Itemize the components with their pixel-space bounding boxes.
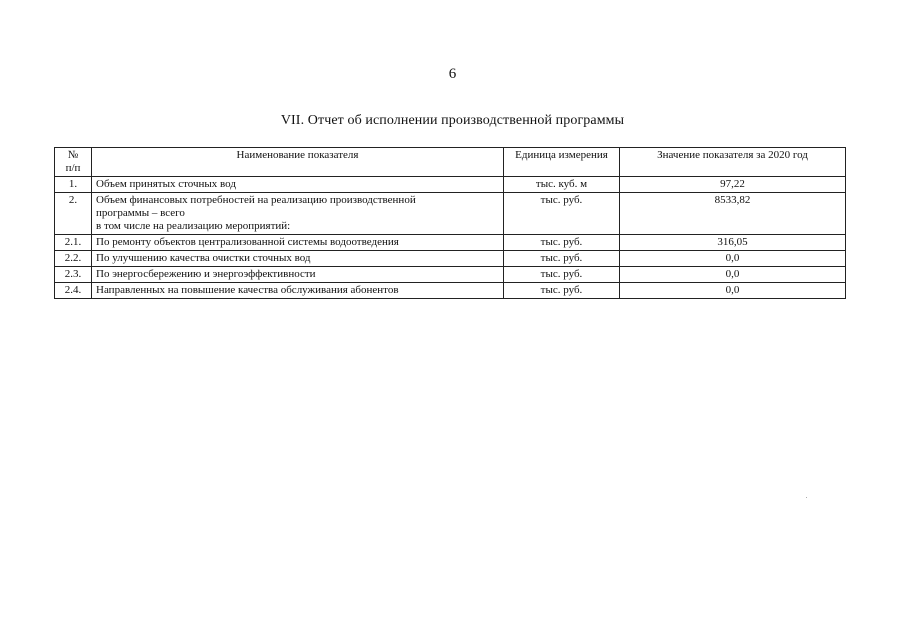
- row-number: 1.: [55, 177, 92, 193]
- row-number: 2.: [55, 193, 92, 235]
- scan-artifact-dot: [806, 497, 807, 498]
- table-row: [55, 267, 846, 283]
- header-indicator-name: Наименование показателя: [92, 148, 504, 177]
- row-value: 97,22: [620, 177, 846, 193]
- production-program-report-table: [54, 147, 846, 299]
- row-number: 2.2.: [55, 251, 92, 267]
- table-header-row: [55, 148, 846, 177]
- row-unit: тыс. руб.: [504, 267, 620, 283]
- row-unit: тыс. руб.: [504, 283, 620, 299]
- header-number-line-1: №: [67, 149, 79, 161]
- table-row: [55, 251, 846, 267]
- row-indicator-name: По энергосбережению и энергоэффективности: [92, 267, 504, 283]
- row-value: 316,05: [620, 235, 846, 251]
- row-indicator-name: По ремонту объектов централизованной системы водоотведения: [92, 235, 504, 251]
- header-value: Значение показателя за 2020 год: [620, 148, 846, 177]
- table-row: [55, 235, 846, 251]
- row-unit: тыс. куб. м: [504, 177, 620, 193]
- row-unit: тыс. руб.: [504, 235, 620, 251]
- row-indicator-name: [92, 193, 504, 235]
- row-indicator-name: Направленных на повышение качества обслуживания абонентов: [92, 283, 504, 299]
- section-title: VII. Отчет об исполнении производственной программы: [280, 113, 625, 128]
- row-number: 2.1.: [55, 235, 92, 251]
- header-number-line-2: п/п: [65, 162, 81, 174]
- row-value: 0,0: [620, 251, 846, 267]
- row-indicator-name-line-3: в том числе на реализацию мероприятий:: [96, 220, 291, 232]
- row-number: 2.3.: [55, 267, 92, 283]
- row-indicator-name: Объем принятых сточных вод: [92, 177, 504, 193]
- table-row: [55, 283, 846, 299]
- row-unit: тыс. руб.: [504, 251, 620, 267]
- row-value: 0,0: [620, 283, 846, 299]
- row-number: 2.4.: [55, 283, 92, 299]
- table-row: [55, 177, 846, 193]
- table-row: [55, 193, 846, 235]
- row-unit: тыс. руб.: [504, 193, 620, 235]
- row-indicator-name: По улучшению качества очистки сточных вод: [92, 251, 504, 267]
- page-number: 6: [448, 66, 457, 82]
- row-value: 0,0: [620, 267, 846, 283]
- row-indicator-name-line-1: Объем финансовых потребностей на реализацию производственной: [96, 194, 416, 206]
- header-number: [55, 148, 92, 177]
- row-indicator-name-line-2: программы – всего: [96, 207, 185, 219]
- header-unit: Единица измерения: [504, 148, 620, 177]
- row-value: 8533,82: [620, 193, 846, 235]
